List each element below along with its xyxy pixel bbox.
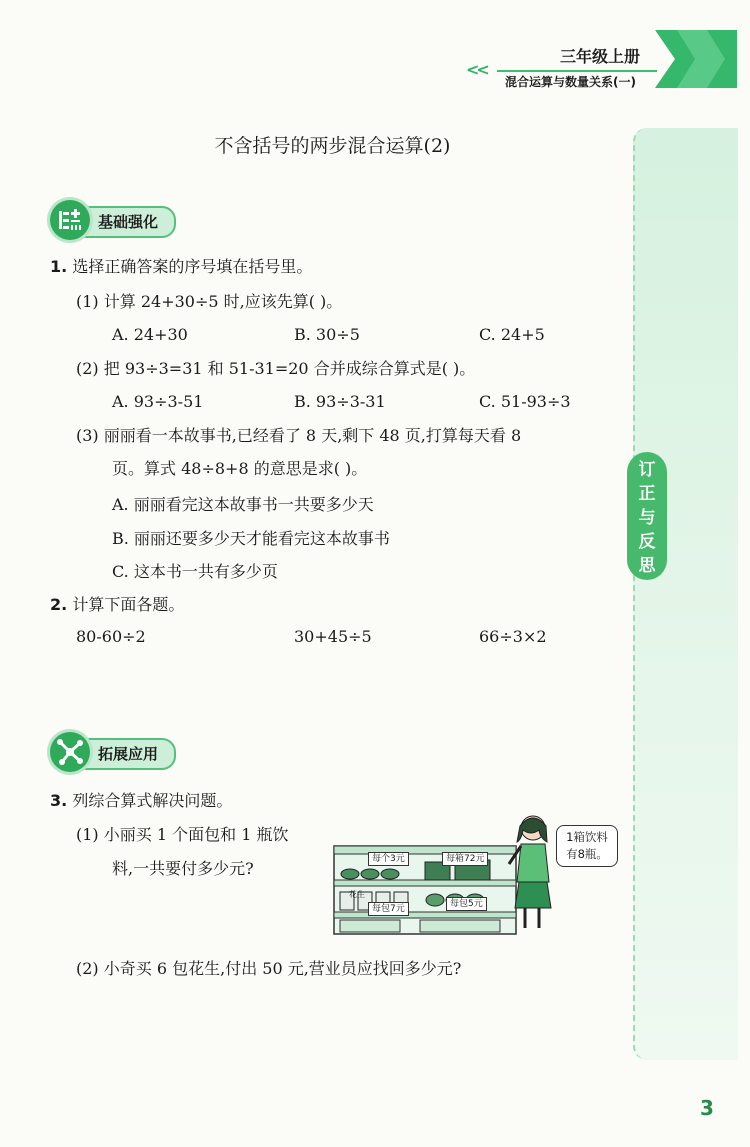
option-b: B. 丽丽还要多少天才能看完这本故事书 — [112, 529, 390, 548]
expression: 80-60÷2 — [76, 627, 146, 646]
side-char: 反 — [638, 532, 656, 552]
option-b: B. 30÷5 — [294, 325, 360, 344]
question-text: 列综合算式解决问题。 — [72, 791, 233, 810]
speech-bubble — [556, 825, 618, 867]
option-c: C. 51-93÷3 — [479, 392, 571, 411]
side-char: 思 — [638, 556, 656, 576]
side-label-pill — [627, 452, 667, 580]
question-1 — [50, 256, 312, 278]
option-a: A. 丽丽看完这本故事书一共要多少天 — [112, 495, 374, 514]
bubble-line: 有8瓶。 — [566, 847, 608, 861]
bubble-line: 1箱饮料 — [566, 830, 608, 844]
q3-part1-line2: 料,一共要付多少元? — [112, 859, 254, 878]
price-tag: 每箱72元 — [442, 852, 488, 866]
q3-part2: (2) 小奇买 6 包花生,付出 50 元,营业员应找回多少元? — [76, 959, 462, 978]
question-3 — [50, 790, 232, 812]
q1-part3-line2: 页。算式 48÷8+8 的意思是求( )。 — [112, 459, 368, 478]
question-text: 选择正确答案的序号填在括号里。 — [72, 257, 313, 276]
page-title: 不含括号的两步混合运算(2) — [214, 135, 451, 157]
header-grade: 三年级上册 — [560, 47, 641, 66]
section-title: 拓展应用 — [80, 738, 176, 770]
option-b: B. 93÷3-31 — [294, 392, 386, 411]
question-2 — [50, 594, 184, 616]
q1-part2-stem: (2) 把 93÷3=31 和 51-31=20 合并成综合算式是( )。 — [76, 359, 476, 378]
side-notes-panel — [633, 128, 738, 1060]
peanut-pack-label: 花生 — [349, 890, 365, 899]
option-c: C. 这本书一共有多少页 — [112, 562, 278, 581]
side-char: 与 — [638, 508, 656, 528]
price-tag: 每个3元 — [368, 852, 409, 866]
price-tag: 每包7元 — [368, 902, 409, 916]
question-number: 3. — [50, 791, 68, 810]
section-title: 基础强化 — [80, 206, 176, 238]
q1-part1-stem: (1) 计算 24+30÷5 时,应该先算( )。 — [76, 292, 343, 311]
question-text: 计算下面各题。 — [72, 595, 185, 614]
header-arrows: << — [466, 60, 487, 79]
option-a: A. 93÷3-51 — [112, 392, 204, 411]
expression: 66÷3×2 — [479, 627, 547, 646]
price-tag: 每包5元 — [446, 897, 487, 911]
question-number: 1. — [50, 257, 68, 276]
abacus-icon — [50, 200, 90, 240]
side-char: 订 — [638, 460, 656, 480]
page-number: 3 — [700, 1096, 714, 1120]
q3-part1-line1: (1) 小丽买 1 个面包和 1 瓶饮 — [76, 825, 289, 844]
network-icon — [50, 732, 90, 772]
expression: 30+45÷5 — [294, 627, 372, 646]
option-c: C. 24+5 — [479, 325, 545, 344]
q1-part3-line1: (3) 丽丽看一本故事书,已经看了 8 天,剩下 48 页,打算每天看 8 — [76, 426, 522, 445]
header-topic: 混合运算与数量关系(一) — [505, 75, 636, 89]
question-number: 2. — [50, 595, 68, 614]
option-a: A. 24+30 — [112, 325, 188, 344]
header-divider — [497, 70, 657, 72]
side-char: 正 — [638, 484, 656, 504]
header-tab-graphic — [655, 30, 737, 88]
